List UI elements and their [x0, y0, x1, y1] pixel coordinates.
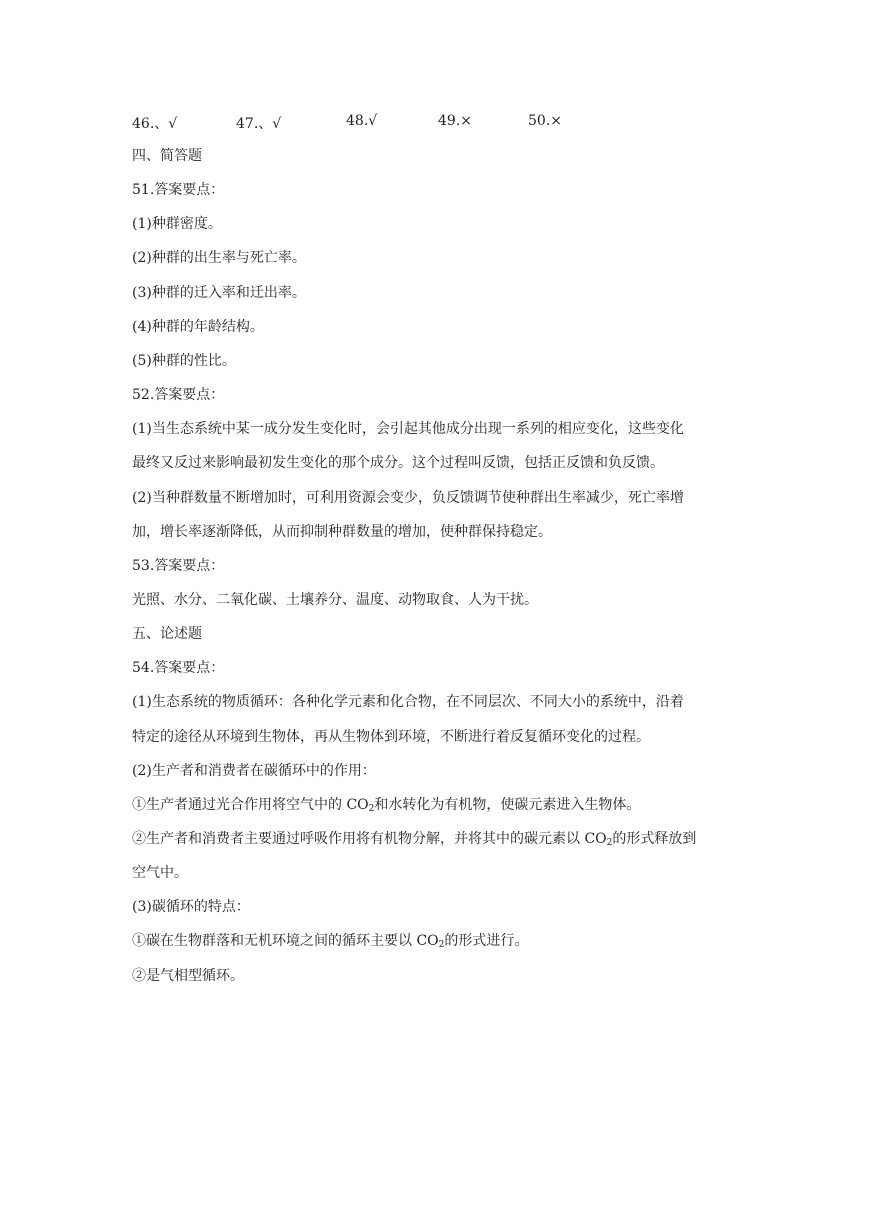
section-heading-short-answer: 四、简答题 [132, 148, 202, 164]
q54-paragraph-2-item-b-line-2: 空气中。 [132, 865, 188, 881]
q52-paragraph-2-line-2: 加，增长率逐渐降低，从而抑制种群数量的增加，使种群保持稳定。 [132, 524, 552, 540]
subscript: 2 [606, 838, 613, 848]
q51-item: (5)种群的性比。 [132, 353, 236, 369]
text-segment: 和水转化为有机物，使碳元素进入生物体。 [374, 797, 641, 813]
q52-paragraph-2-line-1: (2)当种群数量不断增加时，可利用资源会变少，负反馈调节使种群出生率减少，死亡率增 [132, 490, 684, 506]
answer-48: 48.√ [346, 113, 378, 129]
q54-paragraph-3-title: (3)碳循环的特点： [132, 899, 250, 915]
answer-49: 49.× [438, 113, 472, 129]
q54-paragraph-3-item-a [132, 931, 742, 951]
subscript: 2 [438, 940, 445, 950]
q54-paragraph-2-item-a [132, 795, 742, 815]
subscript: 2 [368, 804, 375, 814]
answer-47: 47.、√ [236, 116, 282, 132]
q54-paragraph-3-item-b: ②是气相型循环。 [132, 968, 244, 984]
text-segment: ②生产者和消费者主要通过呼吸作用将有机物分解，并将其中的碳元素以 CO [132, 831, 607, 847]
q54-paragraph-1-line-2: 特定的途径从环境到生物体，再从生物体到环境，不断进行着反复循环变化的过程。 [132, 729, 650, 745]
section-heading-essay: 五、论述题 [132, 626, 202, 642]
q52-paragraph-1-line-2: 最终又反过来影响最初发生变化的那个成分。这个过程叫反馈，包括正反馈和负反馈。 [132, 455, 664, 471]
text-segment: 的形式释放到 [612, 831, 697, 847]
q51-item: (3)种群的迁入率和迁出率。 [132, 285, 306, 301]
answer-46: 46.、√ [132, 116, 178, 132]
text-segment: 的形式进行。 [444, 933, 529, 949]
q51-item: (4)种群的年龄结构。 [132, 319, 264, 335]
text-segment: ①生产者通过光合作用将空气中的 CO [132, 797, 369, 813]
q51-item: (1)种群密度。 [132, 216, 222, 232]
answer-50: 50.× [528, 113, 562, 129]
q53-label: 53.答案要点： [132, 558, 225, 574]
q51-label: 51.答案要点： [132, 182, 225, 198]
q53-answer: 光照、水分、二氧化碳、土壤养分、温度、动物取食、人为干扰。 [132, 592, 538, 608]
q54-label: 54.答案要点： [132, 660, 225, 676]
q52-paragraph-1-line-1: (1)当生态系统中某一成分发生变化时，会引起其他成分出现一系列的相应变化，这些变化 [132, 421, 684, 437]
q52-label: 52.答案要点： [132, 387, 225, 403]
q54-paragraph-2-title: (2)生产者和消费者在碳循环中的作用： [132, 763, 376, 779]
q51-item: (2)种群的出生率与死亡率。 [132, 250, 306, 266]
q54-paragraph-2-item-b-line-1 [132, 829, 742, 849]
text-segment: ①碳在生物群落和无机环境之间的循环主要以 CO [132, 933, 439, 949]
q54-paragraph-1-line-1: (1)生态系统的物质循环：各种化学元素和化合物，在不同层次、不同大小的系统中，沿着 [132, 694, 684, 710]
